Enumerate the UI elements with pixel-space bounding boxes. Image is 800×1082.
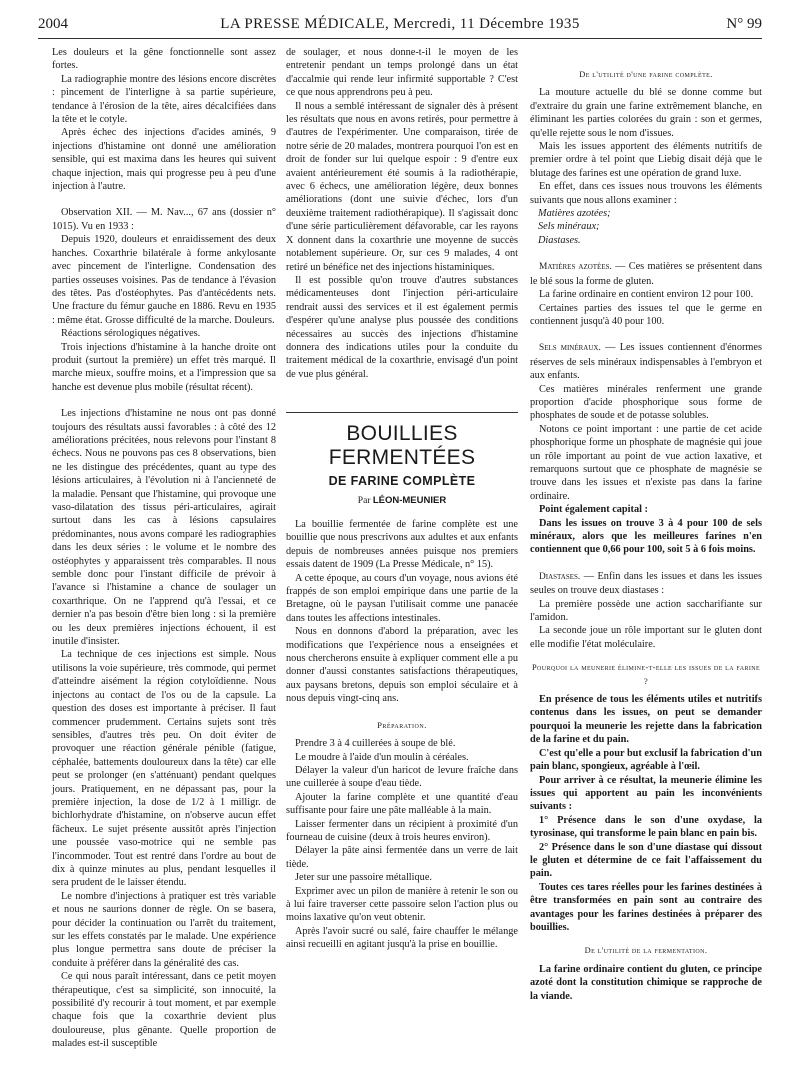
issue-number: N° 99 [726,16,762,32]
paragraph: Après échec des injections d'acides aminés, 9 injections d'histamine ont donné une amélioration sensible, qui est maxima dans les heures qui suivent chaque injection, mais qui progresse peu à peu d'une injection à l'autre. [52,127,276,193]
section-heading-complete-flour: De l'utilité d'une farine complète. [579,70,713,79]
paragraph: Point également capital : [539,504,648,516]
paragraph: Ce qui nous paraît intéressant, dans ce petit moyen thérapeutique, c'est sa simplicité, son innocuité, la possibilité d'y recourir à tout moment, et par exemple chaque fois que la coxarthrie devient plus douloureuse, plus gênante. Quelle proportion de malades est-il susceptible [52,971,276,1050]
paragraph: Mais les issues apportent des éléments nutritifs de premier ordre à tel point que Liebig disait déjà que le blutage des farines est une opération de grand luxe. [530,141,762,179]
observation-heading: Observation XII. — M. Nav..., 67 ans (dossier n° 1015). Vu en 1933 : [52,207,276,232]
column-1 [52,46,276,1051]
prep-step: Prendre 3 à 4 cuillerées à soupe de blé. [295,738,456,750]
prep-step: Le moudre à l'aide d'un moulin à céréales. [295,751,469,763]
running-title: LA PRESSE MÉDICALE, Mercredi, 11 Décembre 1935 [220,16,580,32]
prep-step: Jeter sur une passoire métallique. [295,872,432,884]
paragraph: Trois injections d'histamine à la hanche droite ont produit (surtout la première) un effet très marqué. Il marche mieux, souffre moins, et a l'impression que sa hanche est devenue plus mobile (résultat récent). [52,341,276,393]
paragraph: La mouture actuelle du blé se donne comme but d'extraire du grain une farine extrêmement blanche, en éliminant les parties colorées du grain : son et germes, qu'elle rejette sous le nom d'issues. [530,87,762,139]
text: — Les issues contiennent d'énormes réserves de sels minéraux indispensables à l'embryon et aux enfants. [530,342,762,382]
paragraph-sels-mineraux [530,341,762,382]
byline-prefix: Par [357,496,371,506]
paragraph: Notons ce point important : une partie de cet acide phosphorique forme un phosphate de magnésie qui joue un rôle important au point de vue action laxative, et remarquons surtout que ce phosphate de magnésie se trouve dans les issues et n'existe pas dans la farine ordinaire. [530,423,762,502]
paragraph: Ces matières minérales renferment une grande proportion d'acide phosphorique sous forme de phosphates de soude et de potasse solubles. [530,383,762,422]
list-item: Diastases. [538,234,581,246]
prep-step: Délayer la pâte ainsi fermentée dans un verre de lait tiède. [286,845,518,870]
paragraph: Dans les issues on trouve 3 à 4 pour 100 de sels minéraux, alors que les meilleures farines n'en contiennent que 0,66 pour 100, soit 5 à 6 fois moins. [530,517,762,556]
article-top-rule [286,412,518,413]
paragraph: Les injections d'histamine ne nous ont pas donné toujours des résultats aussi favorables : à côté des 12 améliorations précitées, nous relevons pour l'instant 8 échecs. Nous ne pouvons pas ces 8 observations, bien ne les distingue des précédentes, quant au type des lésions articulaires, à l'évolution ni à l'ancienneté de la maladie. Pensant que l'histamine, qui provoque une vaso-dilatation des tissus péri-articulaires, agirait surtout dans les cas à lésions capsulaires prédominantes, nous avons comparé les radiographies dans les deux séries : le volume et le nombre des ostéophytes y apparaissent très comparables. Il nous semble donc pour l'instant difficile de prévoir à l'avance si l'histamine a chance de soulager un coxarthrique. On ne l'apprend qu'à l'essai, et ce dernier n'a pas besoin d'être bien long : si la première ou les deux premières injections échouent, il est inutile d'insister. [52,408,276,648]
running-header [38,16,762,38]
run-in-heading: Sels minéraux. [539,343,601,354]
paragraph: Certaines parties des issues tel que le germe en contiennent jusqu'à 40 pour 100. [530,302,762,327]
paragraph: En effet, dans ces issues nous trouvons les éléments suivants que nous allons examiner : [530,181,762,206]
column-2-bottom [286,518,518,952]
header-rule [38,38,762,39]
paragraph: Toutes ces tares réelles pour les farines destinées à être transformées en pain sont au contraire des avantages pour les farines destinées à préparer des bouillies. [530,881,762,933]
section-heading-preparation: Préparation. [377,719,427,730]
paragraph: La seconde joue un rôle important sur le gluten dont elle modifie l'état moléculaire. [530,625,762,650]
paragraph: Il est possible qu'on trouve d'autres substances médicamenteuses dont l'injection péri-articulaire rendrait aussi des services et il est également permis d'espérer qu'une analyse plus poussée des conditions nécessaires au succès des injections d'histamine donnera des indications utiles pour la conduite du traitement médical de la coxarthrie, envisagé d'un point de vue plus général. [286,274,518,380]
page-number: 2004 [38,16,68,32]
paragraph: La radiographie montre des lésions encore discrètes : pincement de l'interligne à sa partie supérieure, tendance à l'érosion de la tête, aires décalcifiées dans la tête et le cotyle. [52,73,276,126]
paragraph: de soulager, et nous donne-t-il le moyen de les entretenir pendant un temps prolongé dans un état d'accalmie qui rende leur infirmité supportable ? C'est ce que nous apprendrons peu à peu. [286,47,518,99]
section-heading-fermentation: De l'utilité de la fermentation. [584,946,708,956]
text: — Ces matières se présentent dans le blé sous la forme de gluten. [530,261,762,287]
paragraph: C'est qu'elle a pour but exclusif la fabrication d'un pain blanc, spongieux, agréable à l'œil. [530,747,762,773]
paragraph: Les douleurs et la gêne fonctionnelle sont assez fortes. [52,47,276,72]
paragraph: La farine ordinaire en contient environ 12 pour 100. [539,289,754,301]
article-subtitle: DE FARINE COMPLÈTE [328,474,476,488]
paragraph: Réactions sérologiques négatives. [61,328,201,340]
paragraph: 2° Présence dans le son d'une diastase qui dissout le gluten et détermine de ce fait l'affaissement du pain. [530,841,762,880]
paragraph: Il nous a semblé intéressant de signaler dès à présent les résultats que nous en avons retirés, pour permettre à d'autres de l'expérimenter. Une comparaison, tirée de notre série de 20 malades, montrera pourquoi l'on est en droit de fonder sur lui quelque espoir : 9 d'entre eux avaient antérieurement été soumis à la radiothérapie, avec 6 échecs, une amélioration légère, deux bonnes améliorations (dont une suivie d'échec, lors d'un deuxième traitement radiothérapique). Il s'agissait donc d'une série particulièrement défavorable, car les rayons X donnent dans la coxarthrie une moyenne de succès notablement supérieure. Or, sur ces 9 malades, 4 ont retiré un bénéfice net des injections histaminiques. [286,100,518,273]
paragraph-diastases [530,570,762,598]
run-in-heading: Diastases. [539,571,581,582]
paragraph: En présence de tous les éléments utiles et nutritifs contenus dans les issues, on peut se demander pourquoi la meunerie les rejette dans la fabrication de la farine et du pain. [530,694,762,746]
article-byline [286,495,518,506]
prep-step: Laisser fermenter dans un récipient à proximité d'un fourneau de cuisine (deux à trois heures environ). [286,818,518,843]
prep-step: Après l'avoir sucré ou salé, faire chauffer le mélange ainsi recueilli en agitant jusqu'à la prise en bouillie. [286,925,518,951]
paragraph: La première possède une action saccharifiante sur l'amidon. [530,598,762,624]
paragraph-matieres-azotees [530,260,762,288]
paragraph: Nous en donnons d'abord la préparation, avec les modifications que l'expérience nous a enseignées et nous chercherons ensuite à expliquer comment elle a pu donner d'aussi constantes satisfactions thérapeutiques, aux paysans bretons, depuis son emploi séculaire et à nous depuis vingt-cinq ans. [286,626,518,705]
article-title-block [286,422,518,506]
paragraph: A cette époque, au cours d'un voyage, nous avions été frappés de son emploi empirique dans une partie de la Bretagne, où le paysan l'utilisait comme une panacée dans toutes les affections intestinales. [286,572,518,624]
column-2-top [286,46,518,381]
paragraph: La bouillie fermentée de farine complète est une bouillie que nous prescrivons aux adultes et aux enfants depuis de nombreuses années puisque nos premiers essais datent de 1909 (La Presse Médicale, n° 15). [286,519,518,571]
article-author: LÉON-MEUNIER [372,495,447,506]
paragraph: Depuis 1920, douleurs et enraidissement des deux hanches. Coxarthrie bilatérale à forme ankylosante avec pincement de l'interligne. Condensation des parties osseuses voisines. Pas de tendance à l'évasion des têtes. Pas d'ostéophytes. Pas d'antécédents nets. Une fracture du fémur gauche en 1886. Revu en 1935 : même état. Grosse difficulté de la marche. Douleurs. [52,234,276,326]
section-heading-why-milling: Pourquoi la meunerie élimine-t-elle les issues de la farine ? [531,663,761,686]
paragraph: La farine ordinaire contient du gluten, ce principe azoté dont la constitution chimique se rapproche de la viande. [530,963,762,1002]
list-item: Matières azotées; [538,208,611,220]
text: — Enfin dans les issues et dans les issues seules on trouve deux diastases : [530,570,762,597]
prep-step: Délayer la valeur d'un haricot de levure fraîche dans une cuillerée à soupe d'eau tiède. [286,764,518,790]
prep-step: Ajouter la farine complète et une quantité d'eau suffisante pour faire une pâte malléable à la main. [286,791,518,817]
list-item: Sels minéraux; [538,221,600,233]
paragraph: Pour arriver à ce résultat, la meunerie élimine les issues qui apportent au pain les inconvénients suivants : [530,774,762,813]
run-in-heading: Matières azotées. [539,262,612,273]
column-3 [530,46,762,1003]
article-title: BOUILLIES FERMENTÉES [328,422,476,469]
paragraph: Le nombre d'injections à pratiquer est très variable et nous ne saurions donner de règle. On se basera, pour décider la continuation ou l'arrêt du traitement, sur les effets constatés par le malade. Une expérience plus longue permettra sans doute de préciser la conduite à préférer dans la généralité des cas. [52,890,276,969]
paragraph: La technique de ces injections est simple. Nous utilisons la voie supérieure, très commode, qui permet d'atteindre aisément la région cotyloïdienne. Nous injectons au contact de l'os ou de la capsule. La question des doses est importante à préciser. Il faut commencer prudemment. Certains sujets sont très sensibles, d'autres très peu. On doit éviter de provoquer une réaction générale pénible (fatigue, céphalée, battements douloureux dans la tête) car elle peut se prolonger (en s'atténuant) pendant quelques jours. Pratiquement, en ne dépassant pas, pour la première injection, la dose de 1/2 à 1 milligr. de bichlorhydrate d'histamine, on n'observe aucun effet fâcheux. Le sujet présente aussitôt après l'injection une poussée vaso-motrice qui ne semble pas l'incommoder. Tout est rentré dans l'ordre au bout de dix à quinze minutes au plus, pendant lesquelles il sera prudent de le laisser étendu. [52,649,276,889]
paragraph: 1° Présence dans le son d'une oxydase, la tyrosinase, qui transforme le pain blanc en pain bis. [530,814,762,840]
prep-step: Exprimer avec un pilon de manière à retenir le son ou à lui faire traverser cette passoire selon l'action plus ou moins laxative qu'on veut obtenir. [286,885,518,924]
